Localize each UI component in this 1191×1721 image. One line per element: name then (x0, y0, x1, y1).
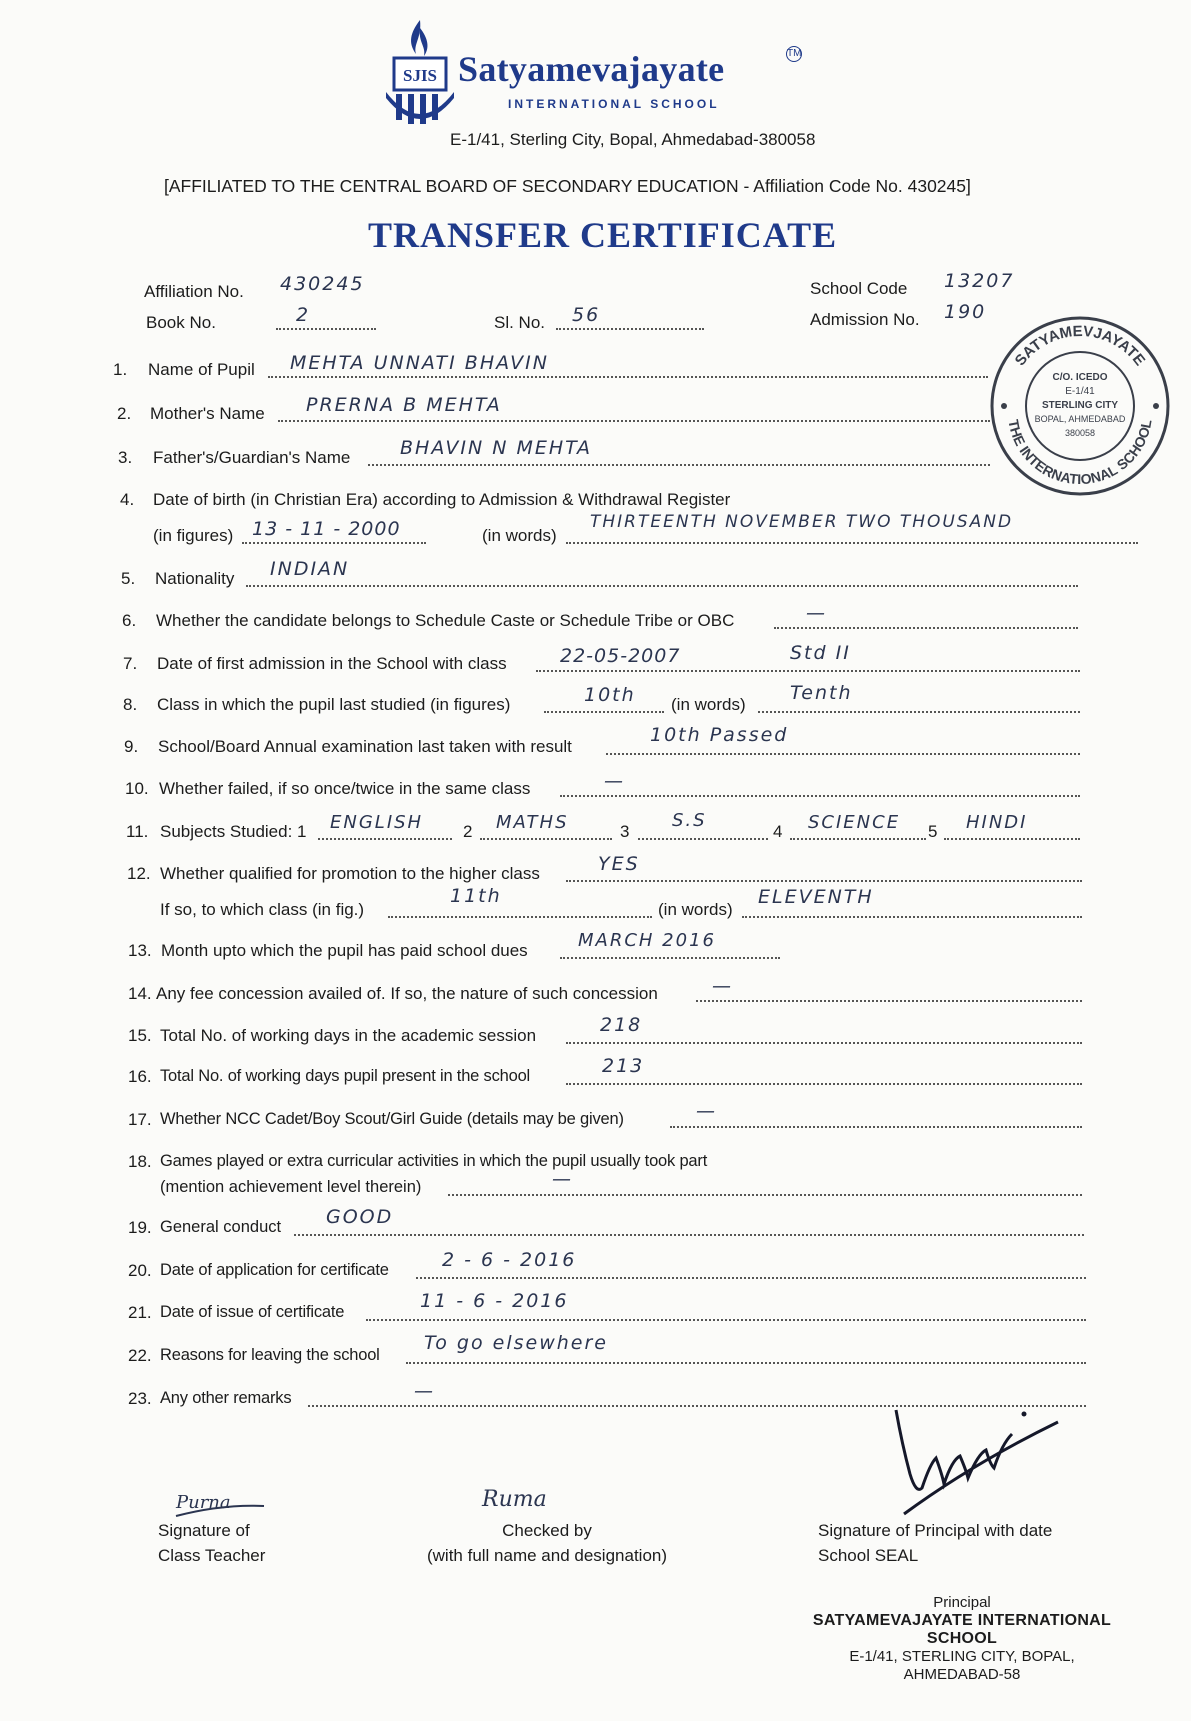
item-12-label: Whether qualified for promotion to the higher class (160, 864, 540, 883)
book-value: 2 (296, 304, 311, 326)
item-1-label: Name of Pupil (148, 360, 255, 379)
svg-text:STERLING CITY: STERLING CITY (1041, 400, 1119, 411)
item-18-label-2: (mention achievement level therein) (160, 1178, 422, 1196)
item-18-label: Games played or extra curricular activities in which the pupil usually took part (160, 1152, 708, 1170)
svg-text:E-1/41: E-1/41 (1065, 386, 1095, 397)
item-13-value: MARCH 2016 (578, 930, 716, 951)
trademark-badge: TM (786, 46, 802, 62)
item-12-dots (566, 880, 1082, 882)
item-2-dots (278, 420, 990, 422)
subject-5-number: 5 (928, 822, 938, 841)
svg-text:Ruma: Ruma (482, 1487, 547, 1512)
item-18-value: — (552, 1168, 573, 1190)
item-16-label: Total No. of working days pupil present in the school (160, 1067, 531, 1085)
item-5-number: 5. (121, 569, 136, 588)
item-21-value: 11 - 6 - 2016 (420, 1290, 569, 1312)
subject-5-dots (944, 838, 1080, 840)
principal-stamp-address: E-1/41, STERLING CITY, BOPAL, (849, 1648, 1075, 1665)
subject-4-value: SCIENCE (808, 812, 901, 833)
school-logo-icon (380, 18, 460, 133)
teacher-caption-line-2: Class Teacher (158, 1546, 266, 1565)
item-10-number: 10. (125, 779, 149, 798)
item-19-dots (294, 1234, 1084, 1236)
item-8-words-dots (758, 711, 1080, 713)
item-23-label: Any other remarks (160, 1389, 292, 1407)
item-11-label: Subjects Studied: 1 (160, 822, 307, 841)
item-16-dots (566, 1083, 1082, 1085)
item-4-words-label: (in words) (482, 526, 557, 545)
item-7-number: 7. (123, 654, 138, 673)
item-9-number: 9. (124, 737, 139, 756)
item-8-label: Class in which the pupil last studied (in figures) (157, 695, 511, 714)
item-8-number: 8. (123, 695, 138, 714)
item-13-label: Month upto which the pupil has paid school dues (161, 941, 528, 960)
item-22-label: Reasons for leaving the school (160, 1346, 380, 1364)
item-6-number: 6. (122, 611, 137, 630)
item-18-number: 18. (128, 1152, 152, 1171)
checker-signature-icon (478, 1476, 588, 1516)
book-dots (276, 328, 376, 330)
item-12-words-value: ELEVENTH (758, 886, 874, 908)
item-20-dots (416, 1277, 1086, 1279)
principal-stamp (780, 1594, 1144, 1684)
affiliation-label: Affiliation No. (144, 282, 244, 301)
subject-3-number: 3 (620, 822, 630, 841)
subject-3-dots (638, 838, 768, 840)
principal-stamp-school: SATYAMEVAJAYATE INTERNATIONAL SCHOOL (812, 1612, 1112, 1647)
subject-3-value: S.S (672, 810, 707, 831)
affiliation-line: [AFFILIATED TO THE CENTRAL BOARD OF SECONDARY EDUCATION - Affiliation Code No. 430245] (164, 176, 971, 196)
item-12-words-dots (742, 916, 1082, 918)
item-21-label: Date of issue of certificate (160, 1303, 345, 1321)
item-17-label: Whether NCC Cadet/Boy Scout/Girl Guide (details may be given) (160, 1110, 624, 1128)
item-17-value: — (696, 1100, 717, 1122)
item-19-number: 19. (128, 1218, 152, 1237)
admission-value: 190 (944, 301, 987, 323)
item-21-number: 21. (128, 1303, 152, 1322)
item-3-number: 3. (118, 448, 133, 467)
item-9-value: 10th Passed (650, 724, 789, 746)
item-15-label: Total No. of working days in the academic session (160, 1026, 537, 1045)
item-20-number: 20. (128, 1261, 152, 1280)
item-1-value: MEHTA UNNATI BHAVIN (290, 352, 549, 374)
item-16-number: 16. (128, 1067, 152, 1086)
subject-4-number: 4 (773, 822, 783, 841)
svg-text:C/O. ICEDO: C/O. ICEDO (1052, 372, 1108, 383)
principal-caption-line-2: School SEAL (818, 1546, 919, 1565)
item-18-dots (448, 1194, 1082, 1196)
subject-5-value: HINDI (966, 812, 1028, 833)
item-2-number: 2. (117, 404, 132, 423)
item-6-value: — (806, 602, 827, 624)
item-7-class-value: Std II (790, 642, 851, 664)
sl-label: Sl. No. (494, 313, 546, 332)
item-12-fig-dots (388, 916, 652, 918)
principal-caption-line-1: Signature of Principal with date (818, 1521, 1053, 1540)
item-9-label: School/Board Annual examination last taken with result (158, 737, 572, 756)
item-10-dots (560, 795, 1080, 797)
item-11-number: 11. (126, 822, 149, 841)
school-name: Satyamevajayate (458, 49, 725, 89)
item-5-dots (246, 585, 1078, 587)
item-15-value: 218 (600, 1014, 643, 1036)
affiliation-value: 430245 (280, 273, 365, 295)
item-2-value: PRERNA B MEHTA (306, 394, 502, 416)
item-7-value: 22-05-2007 (560, 645, 681, 667)
subject-1-dots (318, 838, 452, 840)
item-10-value: — (604, 770, 625, 792)
subject-4-dots (790, 838, 926, 840)
item-8-words-value: Tenth (790, 682, 853, 704)
svg-text:Purna: Purna (176, 1492, 231, 1513)
item-9-dots (606, 753, 1080, 755)
school-seal-stamp (986, 312, 1174, 500)
svg-text:BOPAL, AHMEDABAD: BOPAL, AHMEDABAD (1034, 414, 1126, 424)
item-7-label: Date of first admission in the School with class (157, 654, 507, 673)
item-22-number: 22. (128, 1346, 152, 1365)
subject-2-value: MATHS (496, 812, 569, 833)
school-code-value: 13207 (944, 270, 1015, 292)
item-16-value: 213 (602, 1055, 645, 1077)
item-12-fig-value: 11th (450, 885, 502, 907)
principal-stamp-title: Principal (933, 1594, 991, 1611)
item-8-value: 10th (584, 684, 636, 706)
item-12-fig-label: If so, to which class (in fig.) (160, 900, 365, 919)
subject-2-dots (480, 838, 612, 840)
sl-value: 56 (572, 304, 601, 326)
item-12-number: 12. (127, 864, 151, 883)
admission-label: Admission No. (810, 310, 920, 329)
item-20-label: Date of application for certificate (160, 1261, 389, 1279)
checked-caption-line-1: Checked by (502, 1521, 592, 1540)
school-code-label: School Code (810, 279, 908, 298)
item-13-number: 13. (128, 941, 152, 960)
sl-dots (556, 328, 704, 330)
item-1-dots (268, 376, 988, 378)
principal-signature-icon (882, 1404, 1062, 1520)
item-2-label: Mother's Name (150, 404, 265, 423)
school-subtitle: INTERNATIONAL SCHOOL (508, 97, 720, 111)
item-5-value: INDIAN (270, 558, 350, 580)
school-address: E-1/41, Sterling City, Bopal, Ahmedabad-380058 (450, 130, 816, 149)
item-14-value: — (712, 975, 733, 997)
item-4-fig-value: 13 - 11 - 2000 (252, 518, 401, 540)
item-14-label: Any fee concession availed of. If so, the nature of such concession (156, 984, 658, 1003)
checked-by-caption (416, 1518, 678, 1568)
principal-signature-caption (818, 1518, 1052, 1568)
item-21-dots (366, 1319, 1086, 1321)
item-14-number: 14. (128, 984, 152, 1003)
item-22-value: To go elsewhere (424, 1332, 608, 1354)
item-23-value: — (414, 1380, 435, 1402)
item-8-words-label: (in words) (671, 695, 746, 714)
book-label: Book No. (146, 313, 216, 332)
principal-stamp-city: AHMEDABAD-58 (903, 1666, 1021, 1683)
item-3-value: BHAVIN N MEHTA (400, 437, 593, 459)
item-5-label: Nationality (155, 569, 235, 588)
item-17-dots (670, 1126, 1082, 1128)
svg-text:THE INTERNATIONAL SCHOOL: THE INTERNATIONAL SCHOOL (1005, 418, 1155, 488)
item-22-dots (406, 1362, 1086, 1364)
item-15-dots (566, 1042, 1082, 1044)
teacher-caption-line-1: Signature of (158, 1521, 250, 1540)
item-4-fig-dots (242, 542, 426, 544)
checked-caption-line-2: (with full name and designation) (426, 1546, 668, 1565)
item-23-number: 23. (128, 1389, 152, 1408)
subject-1-value: ENGLISH (330, 812, 424, 833)
item-12-value: YES (598, 853, 640, 875)
item-4-label: Date of birth (in Christian Era) according to Admission & Withdrawal Register (153, 490, 731, 509)
item-13-dots (560, 957, 780, 959)
item-4-words-value: THIRTEENTH NOVEMBER TWO THOUSAND (590, 512, 1014, 532)
item-14-dots (696, 1000, 1082, 1002)
svg-text:380058: 380058 (1064, 428, 1096, 438)
certificate-title: TRANSFER CERTIFICATE (368, 215, 838, 255)
teacher-signature-icon (172, 1486, 268, 1522)
item-6-dots (774, 627, 1078, 629)
teacher-signature-caption (158, 1518, 265, 1568)
item-7-dots (536, 670, 1080, 672)
item-10-label: Whether failed, if so once/twice in the same class (159, 779, 531, 798)
item-8-fig-dots (544, 711, 664, 713)
svg-text:SATYAMEVJAYATE: SATYAMEVJAYATE (1011, 322, 1149, 370)
item-3-dots (368, 464, 990, 466)
item-3-label: Father's/Guardian's Name (153, 448, 351, 467)
item-19-value: GOOD (326, 1206, 394, 1228)
item-12-words-label: (in words) (658, 900, 733, 919)
item-6-label: Whether the candidate belongs to Schedule Caste or Schedule Tribe or OBC (156, 611, 735, 630)
subject-2-number: 2 (463, 822, 473, 841)
item-15-number: 15. (128, 1026, 152, 1045)
item-19-label: General conduct (160, 1218, 282, 1236)
item-4-fig-label: (in figures) (153, 526, 234, 545)
item-4-words-dots (566, 542, 1138, 544)
item-1-number: 1. (113, 360, 128, 379)
item-20-value: 2 - 6 - 2016 (442, 1249, 577, 1271)
item-4-number: 4. (120, 490, 135, 509)
item-17-number: 17. (128, 1110, 152, 1129)
svg-text:SJIS: SJIS (402, 66, 438, 85)
